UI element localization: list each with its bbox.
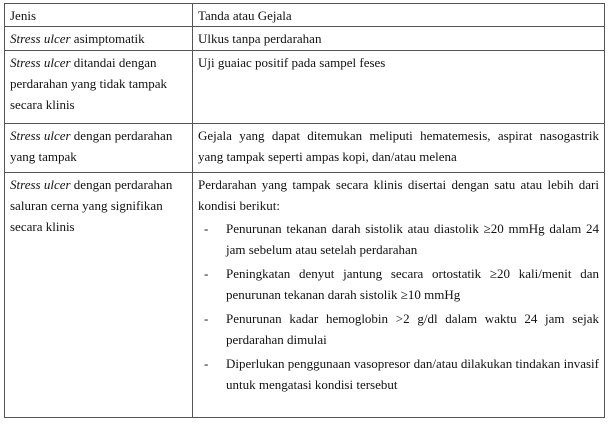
list-item	[198, 308, 599, 350]
sign-cell	[193, 124, 605, 173]
bullet-dash: -	[204, 311, 209, 326]
sign-cell	[193, 27, 605, 51]
criteria-text: Penurunan kadar hemoglobin >2 g/dl dalam waktu 24 jam sejak perdarahan dimulai	[226, 311, 599, 347]
type-cell	[5, 51, 193, 124]
sign-text: Gejala yang dapat ditemukan meliputi hematemesis, aspirat nasogastrik yang tampak seperti ampas kopi, dan/atau melena	[198, 128, 599, 164]
type-term: Stress ulcer	[10, 177, 71, 192]
list-item	[198, 218, 599, 260]
header-cell-tanda: Tanda atau Gejala	[193, 4, 605, 27]
type-cell	[5, 27, 193, 51]
criteria-list	[198, 218, 599, 395]
type-cell	[5, 173, 193, 418]
type-term: Stress ulcer	[10, 128, 71, 143]
table-row	[5, 51, 605, 124]
sign-cell	[193, 173, 605, 418]
stress-ulcer-table	[4, 3, 605, 418]
type-description: asimptomatik	[70, 31, 145, 46]
list-item	[198, 263, 599, 305]
criteria-text: Penurunan tekanan darah sistolik atau diastolik ≥20 mmHg dalam 24 jam sebelum atau setelah perdarahan	[226, 221, 599, 257]
type-description: dengan perdarahan saluran cerna yang signifikan secara klinis	[10, 177, 173, 234]
sign-text: Uji guaiac positif pada sampel feses	[198, 55, 386, 70]
type-description: dengan perdarahan yang tampak	[10, 128, 173, 164]
type-description: ditandai dengan perdarahan yang tidak tampak secara klinis	[10, 55, 168, 112]
sign-text: Ulkus tanpa perdarahan	[198, 31, 322, 46]
sign-text: Perdarahan yang tampak secara klinis disertai dengan satu atau lebih dari kondisi berikut:	[198, 177, 599, 213]
type-term: Stress ulcer	[10, 55, 71, 70]
table-row	[5, 124, 605, 173]
bullet-dash: -	[204, 356, 209, 371]
sign-cell	[193, 51, 605, 124]
bullet-dash: -	[204, 266, 209, 281]
bullet-dash: -	[204, 221, 209, 236]
criteria-text: Peningkatan denyut jantung secara ortostatik ≥20 kali/menit dan penurunan tekanan darah sistolik ≥10 mmHg	[226, 266, 599, 302]
criteria-text: Diperlukan penggunaan vasopresor dan/atau dilakukan tindakan invasif untuk mengatasi kondisi tersebut	[226, 356, 599, 392]
type-term: Stress ulcer	[10, 31, 71, 46]
type-cell	[5, 124, 193, 173]
header-cell-jenis: Jenis	[5, 4, 193, 27]
table-row	[5, 173, 605, 418]
table-row	[5, 27, 605, 51]
table-header-row	[5, 4, 605, 27]
list-item	[198, 353, 599, 395]
